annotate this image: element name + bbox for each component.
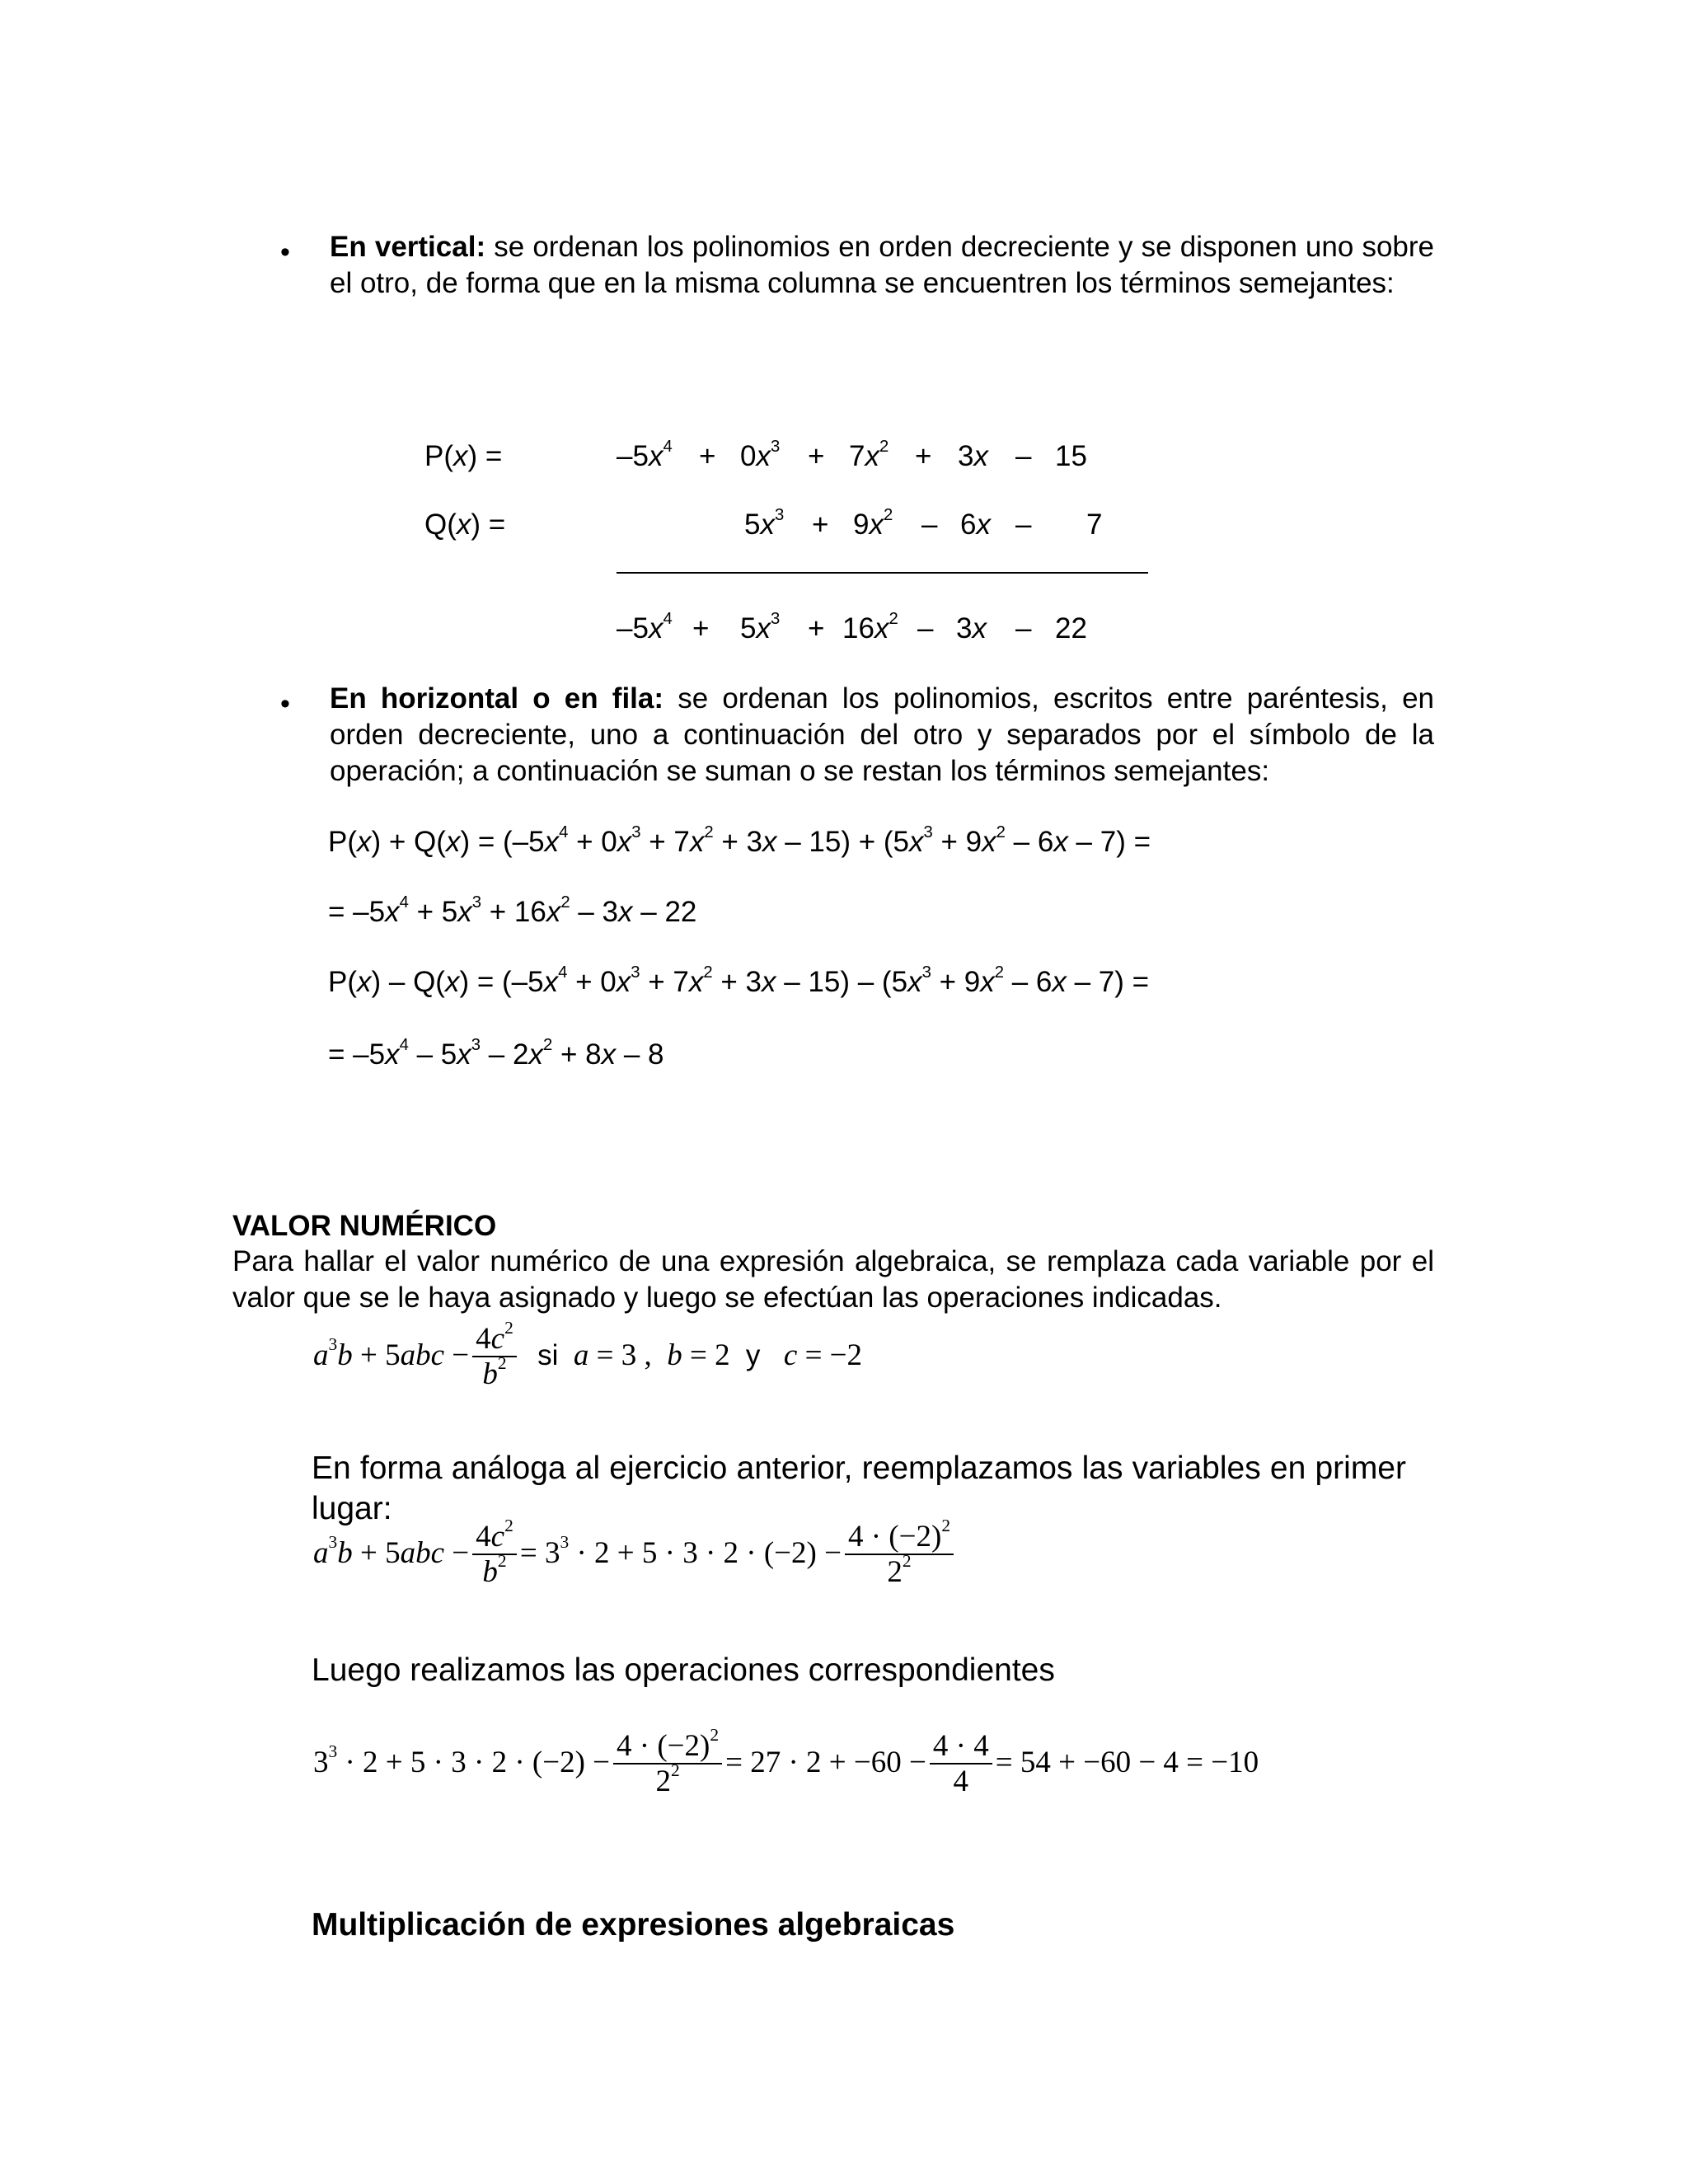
q-term: 6x xyxy=(960,509,991,541)
p-label: P(x) = xyxy=(424,440,503,472)
result-term: – xyxy=(1015,612,1032,644)
result-term: 22 xyxy=(1055,612,1087,644)
q-term: – xyxy=(921,509,938,541)
vertical-title: En vertical: xyxy=(330,231,486,263)
horizontal-paragraph xyxy=(330,681,1434,789)
vertical-paragraph xyxy=(330,229,1434,302)
q-label: Q(x) = xyxy=(424,509,506,541)
q-term: + xyxy=(812,509,829,541)
y-word: y xyxy=(745,1339,761,1372)
expression-with-values: $a^3b + 5abc$ − $\frac{4c^2}{b^2}$ si a = 3 , b = 2 y c = −2 xyxy=(313,1317,863,1391)
result-term: $16x^2$ xyxy=(842,609,898,644)
substitution-equation: $a^3b + 5abc$ − $\frac{4c^2}{b^2}$ = $3^3 \cdot 2 + 5 \cdot 3 \cdot 2 \cdot (-2)$ − $\frac{4 \cdot (-2)^2}{2^2}$ xyxy=(313,1521,957,1590)
horizontal-text: se ordenan los polinomios, escritos entre paréntesis, en orden decreciente, uno a continuación del otro y separados por el símbolo de la operación; a continuación se suman o se restan los términos semejantes: xyxy=(330,682,1434,787)
result-term: – xyxy=(917,612,934,644)
p-term: + xyxy=(699,440,716,472)
q-term: $5x^3$ xyxy=(744,505,785,541)
q-term: 7 xyxy=(1086,509,1103,541)
luego-text: Luego realizamos las operaciones correspondientes xyxy=(312,1652,1055,1688)
q-term: $9x^2$ xyxy=(853,505,893,541)
bullet-vertical: • xyxy=(280,237,290,268)
result-term: $5x^3$ xyxy=(740,609,781,644)
p-term: + xyxy=(808,440,825,472)
fraction: $\frac{4c^2}{b^2}$ xyxy=(472,1521,517,1590)
sum-result: = $-5x^4 + 5x^3 + 16x^2 - 3x - 22$ xyxy=(328,893,697,928)
q-term: – xyxy=(1015,509,1032,541)
result-term: + xyxy=(692,612,710,644)
diff-line: $P(x) - Q(x) = (-5x^4 + 0x^3 + 7x^2 + 3x - 15) - (5x^3 + 9x^2 - 6x - 7)$ = xyxy=(328,963,1150,998)
diff-result: = $-5x^4 - 5x^3 - 2x^2 + 8x - 8$ xyxy=(328,1035,664,1071)
horizontal-title: En horizontal o en fila: xyxy=(330,682,664,715)
p-term: 15 xyxy=(1055,440,1087,472)
fraction: $\frac{4c^2}{b^2}$ xyxy=(472,1324,517,1392)
valor-numerico-intro: Para hallar el valor numérico de una expresión algebraica, se remplaza cada variable por el valor que se le haya asignado y luego se efectúan las operaciones indicadas. xyxy=(232,1245,1434,1314)
fraction: $\frac{4 \cdot 4}{4}$ xyxy=(930,1731,992,1799)
vertical-text: se ordenan los polinomios en orden decreciente y se disponen uno sobre el otro, de forma que en la misma columna se encuentren los términos semejantes: xyxy=(330,231,1434,299)
bullet-horizontal: • xyxy=(280,688,290,719)
p-term: + xyxy=(915,440,932,472)
p-term: $7x^2$ xyxy=(849,437,889,472)
evaluation-equation: $3^3 \cdot 2 + 5 \cdot 3 \cdot 2 \cdot (-2)$ − $\frac{4 \cdot (-2)^2}{2^2}$ = 27 · 2 + −60 − $\frac{4 \cdot 4}{4}$ = 54 + −60 − 4 = −10 xyxy=(313,1724,1259,1798)
p-term: – xyxy=(1015,440,1032,472)
sum-line: $P(x) + Q(x) = (-5x^4 + 0x^3 + 7x^2 + 3x - 15) + (5x^3 + 9x^2 - 6x - 7)$ = xyxy=(328,823,1151,858)
result-term: + xyxy=(808,612,825,644)
p-term: $-5x^4$ xyxy=(617,437,673,472)
multiplication-section-title: Multiplicación de expresiones algebraicas xyxy=(312,1907,955,1943)
si-word: si xyxy=(537,1339,559,1372)
fraction: $\frac{4 \cdot (-2)^2}{2^2}$ xyxy=(845,1521,954,1590)
analog-paragraph: En forma análoga al ejercicio anterior, reemplazamos las variables en primer lugar: xyxy=(312,1451,1406,1526)
sum-rule xyxy=(617,572,1148,574)
result-term: 3x xyxy=(956,612,987,644)
fraction: $\frac{4 \cdot (-2)^2}{2^2}$ xyxy=(613,1731,722,1799)
p-term: 3x xyxy=(958,440,988,472)
result-term: $-5x^4$ xyxy=(617,609,673,644)
p-term: $0x^3$ xyxy=(740,437,781,472)
valor-numerico-title: VALOR NUMÉRICO xyxy=(232,1210,497,1242)
